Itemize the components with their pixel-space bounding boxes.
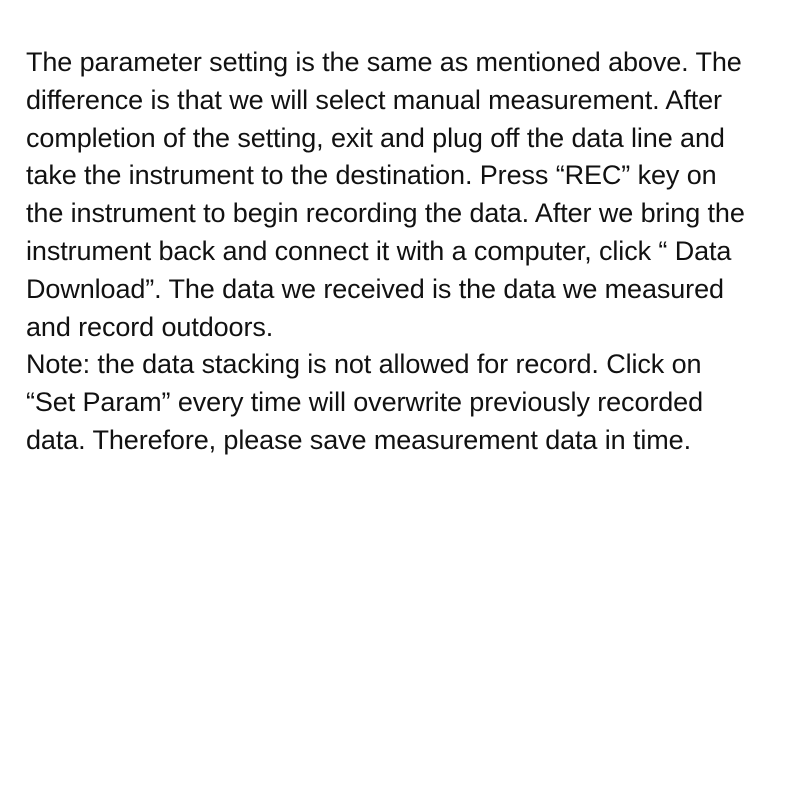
text-line-3: completion of the setting, exit and plug off the data line and <box>26 122 725 153</box>
note-line-3: data. Therefore, please save measurement data in time. <box>26 424 691 455</box>
text-line-1: The parameter setting is the same as mentioned above. The <box>26 47 742 77</box>
text-line-2: difference is that we will select manual measurement. After <box>26 84 722 115</box>
note-line-1: Note: the data stacking is not allowed for record. Click on <box>26 349 702 380</box>
text-line-6: instrument back and connect it with a computer, click “ Data <box>26 235 732 266</box>
text-line-8: and record outdoors. <box>26 311 274 342</box>
text-line-7: Download”. The data we received is the data we measured <box>26 273 724 304</box>
text-line-4: take the instrument to the destination. Press “REC” key on <box>26 160 717 191</box>
note-line-2: “Set Param” every time will overwrite previously recorded <box>26 387 704 418</box>
text-line-5: the instrument to begin recording the data. After we bring the <box>26 198 745 229</box>
instruction-text <box>26 44 796 460</box>
